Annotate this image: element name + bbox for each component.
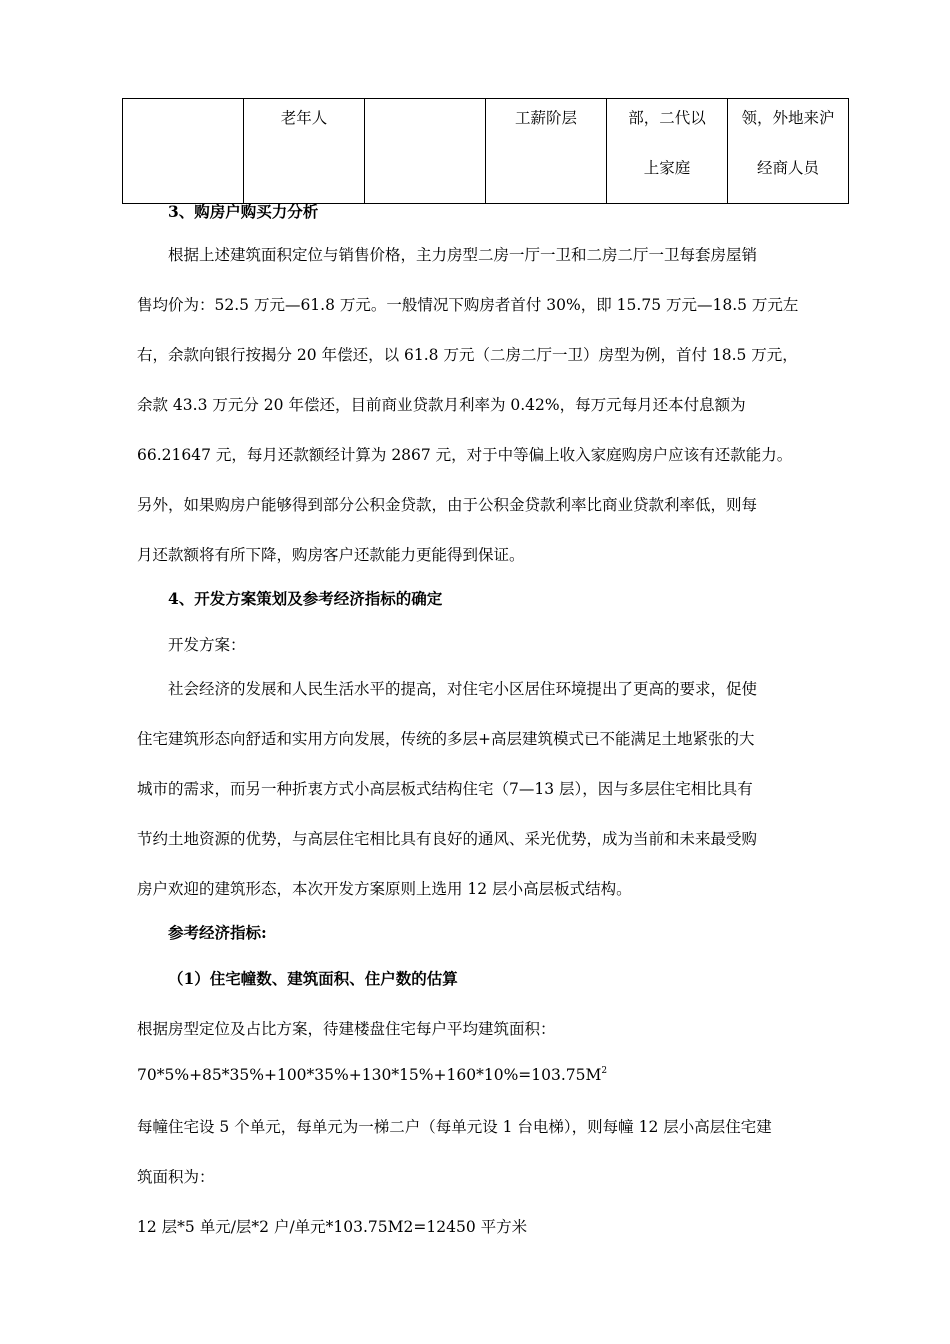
paragraph-line: 右，余款向银行按揭分 20 年偿还，以 61.8 万元（二房二厅一卫）房型为例，首付 18.5 万元， (137, 346, 798, 364)
paragraph-line: 住宅建筑形态向舒适和实用方向发展，传统的多层+高层建筑模式已不能满足土地紧张的大 (137, 730, 755, 748)
paragraph-line: 另外，如果购房户能够得到部分公积金贷款，由于公积金贷款利率比商业贷款利率低，则每 (137, 496, 758, 514)
paragraph-line: 城市的需求，而另一种折衷方式小高层板式结构住宅（7—13 层），因与多层住宅相比具有 (137, 780, 753, 798)
table-cell: 领，外地来沪 经商人员 (728, 99, 849, 204)
table-cell: 部，二代以 上家庭 (607, 99, 728, 204)
table-cell (365, 99, 486, 204)
section-4-heading: 4、开发方案策划及参考经济指标的确定 (168, 589, 443, 608)
indicators-heading: 参考经济指标: (168, 923, 267, 942)
paragraph-line: 售均价为：52.5 万元—61.8 万元。一般情况下购房者首付 30%，即 15.75 万元—18.5 万元左 (137, 296, 799, 314)
paragraph-line: 每幢住宅设 5 个单元，每单元为一梯二户（每单元设 1 台电梯），则每幢 12 层小高层住宅建 (137, 1118, 772, 1136)
table-cell: 工薪阶层 (486, 99, 607, 204)
plan-label: 开发方案： (168, 636, 246, 654)
building-area-formula: 12 层*5 单元/层*2 户/单元*103.75M2=12450 平方米 (137, 1218, 528, 1236)
average-area-formula (137, 1066, 607, 1084)
formula-superscript: 2 (601, 1066, 608, 1076)
section-3-heading: 3、购房户购买力分析 (168, 202, 319, 221)
paragraph-line: 房户欢迎的建筑形态，本次开发方案原则上选用 12 层小高层板式结构。 (137, 880, 632, 898)
table-cell: 老年人 (244, 99, 365, 204)
subsection-intro: 根据房型定位及占比方案，待建楼盘住宅每户平均建筑面积： (137, 1020, 556, 1038)
paragraph-line: 66.21647 元，每月还款额经计算为 2867 元，对于中等偏上收入家庭购房户应该有还款能力。 (137, 446, 793, 464)
paragraph-line: 根据上述建筑面积定位与销售价格，主力房型二房一厅一卫和二房二厅一卫每套房屋销 (168, 246, 758, 264)
subsection-1-heading: （1）住宅幢数、建筑面积、住户数的估算 (168, 969, 458, 988)
formula-text: 70*5%+85*35%+100*35%+130*15%+160*10%=103.75M (137, 1066, 602, 1084)
paragraph-line: 余款 43.3 万元分 20 年偿还，目前商业贷款月利率为 0.42%，每万元每月还本付息额为 (137, 396, 746, 414)
paragraph-line: 节约土地资源的优势，与高层住宅相比具有良好的通风、采光优势，成为当前和未来最受购 (137, 830, 758, 848)
housing-table (122, 98, 849, 204)
table-row (123, 99, 849, 204)
paragraph-line: 社会经济的发展和人民生活水平的提高，对住宅小区居住环境提出了更高的要求，促使 (168, 680, 758, 698)
paragraph-line: 月还款额将有所下降，购房客户还款能力更能得到保证。 (137, 546, 525, 564)
table-cell (123, 99, 244, 204)
paragraph-line: 筑面积为： (137, 1168, 215, 1186)
